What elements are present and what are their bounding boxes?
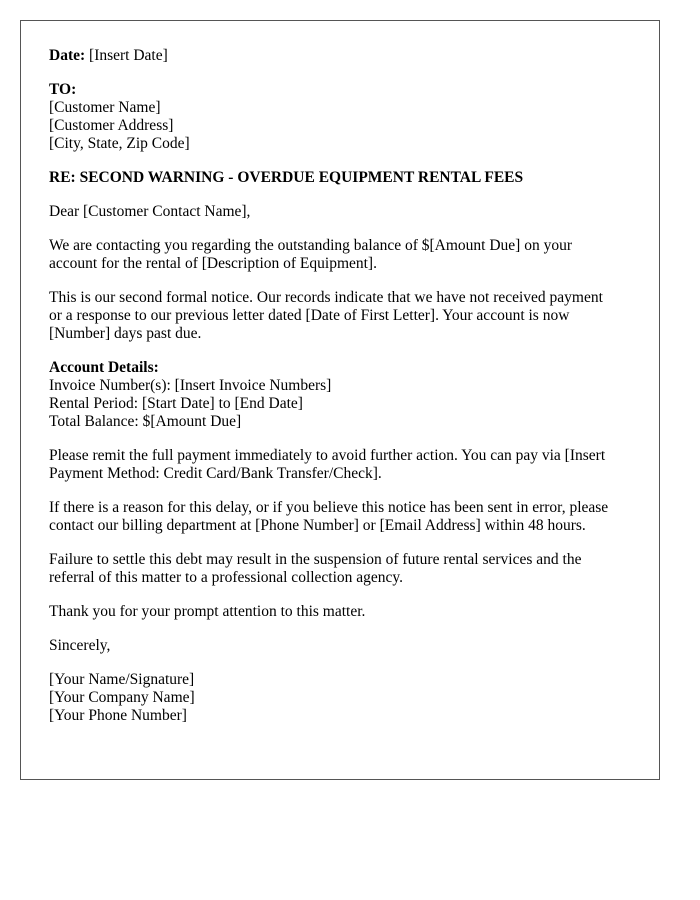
paragraph-line: Payment Method: Credit Card/Bank Transfer/Check]. — [49, 465, 382, 482]
paragraph-line: or a response to our previous letter dated [Date of First Letter]. Your account is now — [49, 307, 570, 324]
paragraph-line: [Number] days past due. — [49, 325, 202, 342]
paragraph-line: Failure to settle this debt may result in the suspension of future rental services and the — [49, 551, 582, 568]
paragraph-line: This is our second formal notice. Our records indicate that we have not received payment — [49, 289, 603, 306]
paragraph-second-notice — [49, 289, 631, 343]
paragraph-contact-billing — [49, 499, 631, 535]
paragraph-line: We are contacting you regarding the outstanding balance of $[Amount Due] on your — [49, 237, 573, 254]
recipient-block — [49, 81, 631, 153]
paragraph-line: Please remit the full payment immediately to avoid further action. You can pay via [Insert — [49, 447, 606, 464]
closing-line: Sincerely, — [49, 637, 111, 654]
letter-page — [20, 20, 660, 780]
signature-name: [Your Name/Signature] — [49, 671, 195, 688]
date-label: Date: — [49, 47, 86, 64]
paragraph-line: referral of this matter to a professional collection agency. — [49, 569, 404, 586]
account-details-block — [49, 359, 631, 431]
paragraph-line: If there is a reason for this delay, or if you believe this notice has been sent in error, please — [49, 499, 609, 516]
paragraph-consequences — [49, 551, 631, 587]
invoice-numbers-line: Invoice Number(s): [Insert Invoice Numbers] — [49, 377, 332, 394]
thanks-line: Thank you for your prompt attention to this matter. — [49, 603, 366, 620]
recipient-label: TO: — [49, 81, 77, 98]
recipient-city-state-zip: [City, State, Zip Code] — [49, 135, 190, 152]
paragraph-payment-request — [49, 447, 631, 483]
recipient-name: [Customer Name] — [49, 99, 161, 116]
signature-block — [49, 671, 631, 725]
date-line — [49, 47, 631, 65]
paragraph-line: contact our billing department at [Phone Number] or [Email Address] within 48 hours. — [49, 517, 586, 534]
paragraph-line: account for the rental of [Description of Equipment]. — [49, 255, 377, 272]
subject-line: RE: SECOND WARNING - OVERDUE EQUIPMENT RENTAL FEES — [49, 169, 524, 186]
paragraph-outstanding-balance — [49, 237, 631, 273]
signature-company: [Your Company Name] — [49, 689, 195, 706]
account-details-heading: Account Details: — [49, 359, 159, 376]
salutation: Dear [Customer Contact Name], — [49, 203, 251, 220]
recipient-address: [Customer Address] — [49, 117, 174, 134]
signature-phone: [Your Phone Number] — [49, 707, 187, 724]
rental-period-line: Rental Period: [Start Date] to [End Date] — [49, 395, 303, 412]
total-balance-line: Total Balance: $[Amount Due] — [49, 413, 242, 430]
date-value: [Insert Date] — [85, 47, 168, 64]
